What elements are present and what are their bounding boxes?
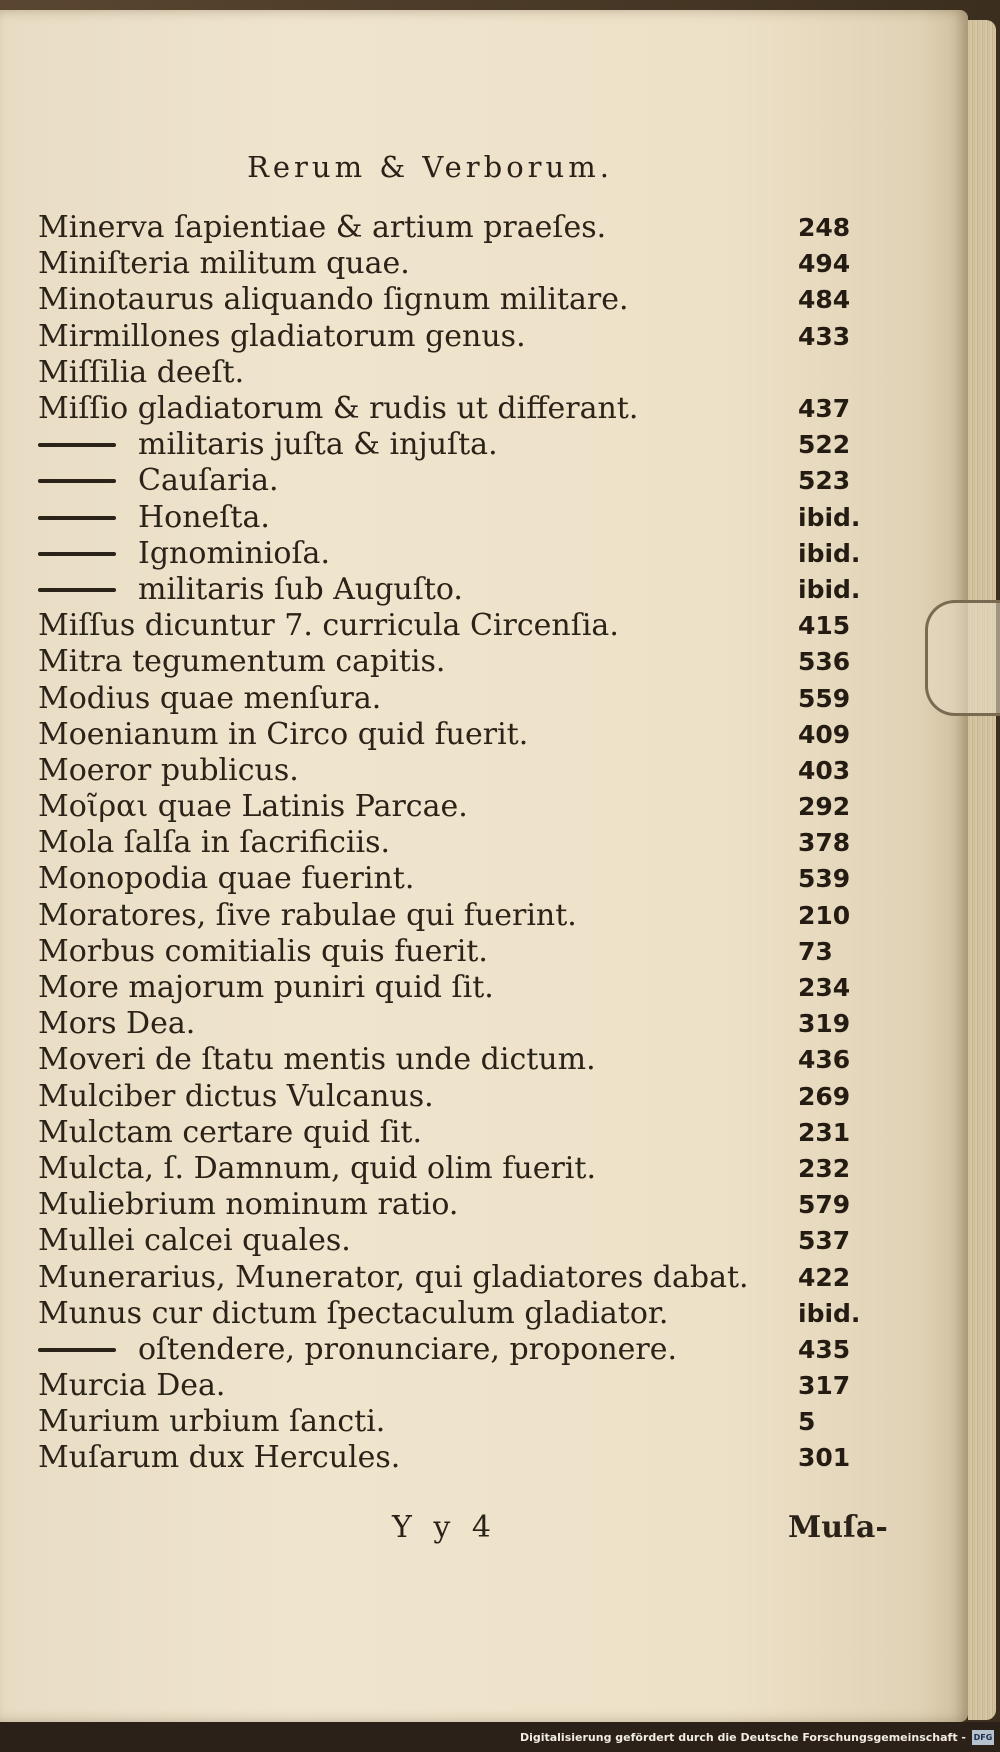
index-entry xyxy=(38,572,878,608)
index-entry xyxy=(38,934,878,970)
index-entry xyxy=(38,644,878,680)
book-tab xyxy=(925,600,1000,716)
entry-page-number: 301 xyxy=(798,1443,851,1473)
entry-text: Mola ſalſa in ſacrificiis. xyxy=(38,825,391,861)
entry-term xyxy=(38,717,528,753)
entry-term xyxy=(38,898,577,934)
index-list xyxy=(38,210,878,1477)
index-entry xyxy=(38,608,878,644)
index-entry xyxy=(38,246,878,282)
index-entry xyxy=(38,319,878,355)
entry-term xyxy=(38,1151,596,1187)
entry-page-number: 232 xyxy=(798,1153,851,1183)
entry-text: Miſſilia deeſt. xyxy=(38,354,245,390)
entry-page-number: 319 xyxy=(798,1009,851,1039)
entry-term xyxy=(38,319,526,355)
entry-text: Murium urbium ſancti. xyxy=(38,1404,386,1440)
entry-text: militaris juſta & injuſta. xyxy=(138,427,498,463)
index-entry xyxy=(38,355,878,391)
index-entry xyxy=(38,970,878,1006)
entry-term xyxy=(38,825,390,861)
entry-text: oſtendere, pronunciare, proponere. xyxy=(138,1331,678,1367)
entry-term xyxy=(38,1332,677,1368)
entry-text: Moeror publicus. xyxy=(38,752,299,788)
entry-term xyxy=(38,608,619,644)
entry-page-number: 494 xyxy=(798,249,851,279)
entry-term xyxy=(38,753,299,789)
entry-page-number: 559 xyxy=(798,683,851,713)
entry-term xyxy=(38,246,410,282)
entry-text: Mulcta, ſ. Damnum, quid olim fuerit. xyxy=(38,1150,596,1186)
entry-term xyxy=(38,970,494,1006)
entry-text: Munerarius, Munerator, qui gladiatores dabat. xyxy=(38,1259,749,1295)
entry-term xyxy=(38,572,463,608)
entry-term xyxy=(38,789,468,825)
entry-page-number: 5 xyxy=(798,1407,816,1437)
entry-page-number: 378 xyxy=(798,828,851,858)
entry-term xyxy=(38,1006,195,1042)
entry-text: Morbus comitialis quis fuerit. xyxy=(38,933,488,969)
entry-term xyxy=(38,1404,385,1440)
entry-text: Muliebrium nominum ratio. xyxy=(38,1187,459,1223)
entry-page-number: 415 xyxy=(798,611,851,641)
entry-text: Cauſaria. xyxy=(138,463,279,499)
entry-text: militaris ſub Auguſto. xyxy=(138,571,463,607)
index-entry xyxy=(38,391,878,427)
ditto-dash xyxy=(38,516,116,520)
entry-term xyxy=(38,500,270,536)
entry-page-number: 317 xyxy=(798,1371,851,1401)
entry-text: Modius quae menſura. xyxy=(38,680,382,716)
book-page xyxy=(0,10,968,1722)
ditto-dash xyxy=(38,588,116,592)
entry-page-number: 536 xyxy=(798,647,851,677)
entry-text: Mitra tegumentum capitis. xyxy=(38,644,446,680)
entry-term xyxy=(38,1368,225,1404)
entry-page-number: 73 xyxy=(798,936,833,966)
entry-term xyxy=(38,355,244,391)
index-entry xyxy=(38,825,878,861)
entry-term xyxy=(38,644,445,680)
entry-text: Muſarum dux Hercules. xyxy=(38,1440,401,1476)
ditto-dash xyxy=(38,443,116,447)
index-entry xyxy=(38,1296,878,1332)
index-entry xyxy=(38,1404,878,1440)
entry-page-number: ibid. xyxy=(798,502,861,532)
entry-text: Mulctam certare quid ſit. xyxy=(38,1114,422,1150)
entry-text: Miſſio gladiatorum & rudis ut differant. xyxy=(38,391,639,427)
entry-term xyxy=(38,681,381,717)
index-entry xyxy=(38,427,878,463)
index-entry xyxy=(38,680,878,716)
entry-term xyxy=(38,861,414,897)
index-entry xyxy=(38,898,878,934)
entry-page-number: 433 xyxy=(798,321,851,351)
entry-text: Mullei calcei quales. xyxy=(38,1223,351,1259)
entry-term xyxy=(38,1187,458,1223)
entry-term xyxy=(38,427,498,463)
entry-text: Moveri de ſtatu mentis unde dictum. xyxy=(38,1042,596,1078)
index-entry xyxy=(38,282,878,318)
entry-text: Minerva ſapientiae & artium praeſes. xyxy=(38,210,607,246)
index-entry xyxy=(38,536,878,572)
catchword: Muſa- xyxy=(788,1510,888,1545)
entry-term xyxy=(38,1223,351,1259)
index-entry xyxy=(38,1259,878,1295)
entry-page-number: 522 xyxy=(798,430,851,460)
entry-page-number: 537 xyxy=(798,1226,851,1256)
ditto-dash xyxy=(38,1348,116,1352)
entry-term xyxy=(38,1296,668,1332)
entry-text: Moratores, ſive rabulae qui fuerint. xyxy=(38,897,577,933)
entry-text: Mors Dea. xyxy=(38,1006,196,1042)
entry-page-number: 210 xyxy=(798,900,851,930)
entry-page-number: 248 xyxy=(798,213,851,243)
entry-term xyxy=(38,536,330,572)
entry-term xyxy=(38,282,629,318)
index-entry xyxy=(38,753,878,789)
entry-page-number: 269 xyxy=(798,1081,851,1111)
index-entry xyxy=(38,1115,878,1151)
entry-term xyxy=(38,391,638,427)
entry-text: Minotaurus aliquando ſignum militare. xyxy=(38,282,629,318)
dfg-logo: DFG xyxy=(972,1730,994,1745)
entry-text: Mirmillones gladiatorum genus. xyxy=(38,318,526,354)
entry-page-number: 436 xyxy=(798,1045,851,1075)
index-entry xyxy=(38,789,878,825)
entry-page-number: 403 xyxy=(798,755,851,785)
index-entry xyxy=(38,1151,878,1187)
entry-term xyxy=(38,934,488,970)
entry-term xyxy=(38,1115,422,1151)
entry-page-number: ibid. xyxy=(798,574,861,604)
entry-term xyxy=(38,1260,749,1296)
index-entry xyxy=(38,1006,878,1042)
entry-page-number: 435 xyxy=(798,1334,851,1364)
entry-page-number: 539 xyxy=(798,864,851,894)
entry-page-number: 484 xyxy=(798,285,851,315)
entry-term xyxy=(38,1042,596,1078)
entry-text: Mulciber dictus Vulcanus. xyxy=(38,1078,434,1114)
entry-text: Moenianum in Circo quid fuerit. xyxy=(38,716,529,752)
ditto-dash xyxy=(38,552,116,556)
entry-page-number: 437 xyxy=(798,394,851,424)
credit-text: Digitalisierung gefördert durch die Deutsche Forschungsgemeinschaft - xyxy=(519,1730,966,1744)
entry-page-number: 234 xyxy=(798,973,851,1003)
index-entry xyxy=(38,861,878,897)
entry-text: Murcia Dea. xyxy=(38,1368,226,1404)
entry-text: Miſſus dicuntur 7. curricula Circenſia. xyxy=(38,608,619,644)
entry-page-number: 422 xyxy=(798,1262,851,1292)
entry-term xyxy=(38,1079,434,1115)
index-entry xyxy=(38,717,878,753)
page-edges xyxy=(968,20,996,1720)
entry-text: Munus cur dictum ſpectaculum gladiator. xyxy=(38,1295,669,1331)
entry-page-number: ibid. xyxy=(798,538,861,568)
entry-term xyxy=(38,210,606,246)
index-entry xyxy=(38,500,878,536)
entry-page-number: 579 xyxy=(798,1190,851,1220)
index-entry xyxy=(38,1332,878,1368)
index-entry xyxy=(38,210,878,246)
entry-text: Μοῖραι quae Latinis Parcae. xyxy=(38,789,468,825)
entry-page-number: 231 xyxy=(798,1117,851,1147)
entry-page-number: 523 xyxy=(798,466,851,496)
index-entry xyxy=(38,1187,878,1223)
index-entry xyxy=(38,1440,878,1476)
page-footer xyxy=(0,1510,888,1550)
entry-text: Miniſteria militum quae. xyxy=(38,246,410,282)
entry-text: Monopodia quae fuerint. xyxy=(38,861,415,897)
entry-text: Honeſta. xyxy=(138,499,270,535)
index-entry xyxy=(38,1042,878,1078)
entry-page-number: 409 xyxy=(798,719,851,749)
signature-mark: Y y 4 xyxy=(392,1510,497,1545)
running-header: Rerum & Verborum. xyxy=(247,150,613,184)
entry-term xyxy=(38,463,279,499)
entry-page-number: ibid. xyxy=(798,1298,861,1328)
ditto-dash xyxy=(38,479,116,483)
index-entry xyxy=(38,463,878,499)
entry-text: More majorum puniri quid ſit. xyxy=(38,970,494,1006)
digitization-credit xyxy=(0,1722,1000,1752)
entry-text: Ignominioſa. xyxy=(138,535,330,571)
entry-term xyxy=(38,1440,400,1476)
index-entry xyxy=(38,1368,878,1404)
index-entry xyxy=(38,1079,878,1115)
index-entry xyxy=(38,1223,878,1259)
entry-page-number: 292 xyxy=(798,792,851,822)
